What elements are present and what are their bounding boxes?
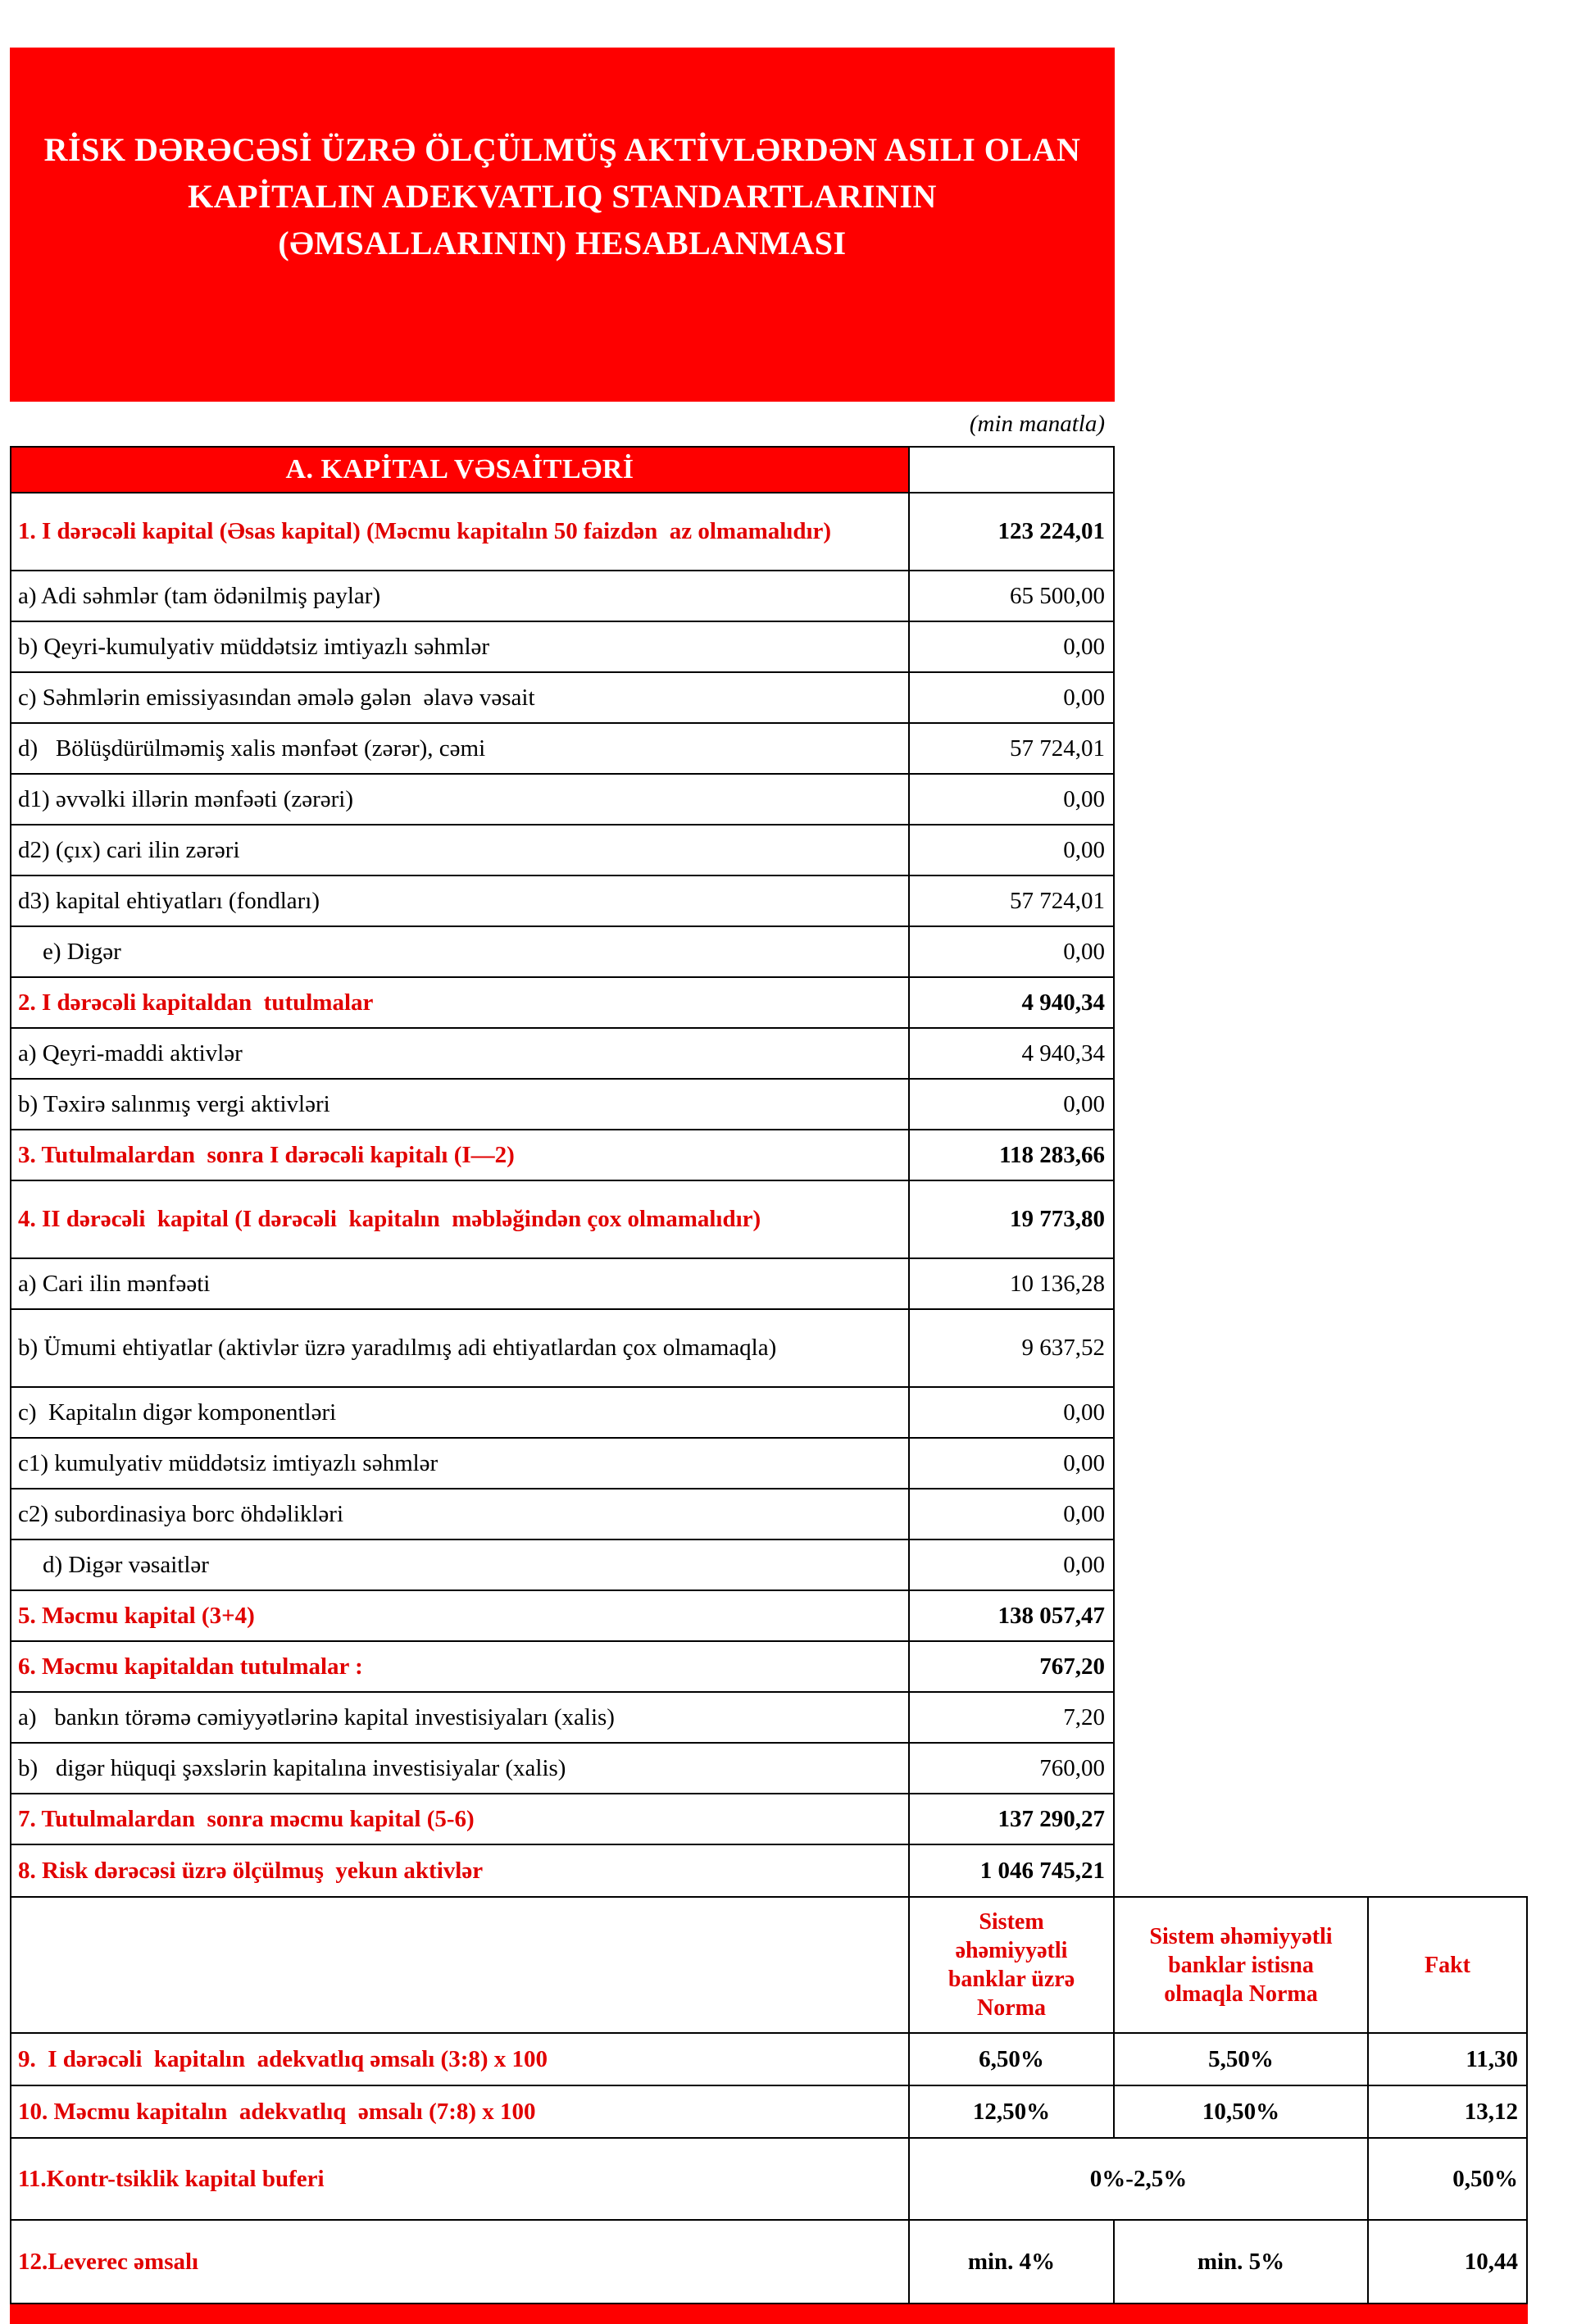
table-row bbox=[11, 622, 1113, 673]
ratio-fakt-value: 11,30 bbox=[1466, 2045, 1518, 2072]
row-label: c) Səhmlərin emissiyasından əmələ gələn əlavə vəsait bbox=[11, 673, 910, 722]
row-value: 767,20 bbox=[1039, 1653, 1105, 1680]
row-value: 57 724,01 bbox=[1010, 734, 1105, 762]
row-label: 6. Məcmu kapitaldan tutulmalar : bbox=[11, 1642, 910, 1691]
row-label: d3) kapital ehtiyatları (fondları) bbox=[11, 876, 910, 926]
table-row bbox=[11, 1388, 1113, 1439]
row-label: a) bankın törəmə cəmiyyətlərinə kapital investisiyaları (xalis) bbox=[11, 1693, 910, 1742]
row-label: b) Qeyri-kumulyativ müddətsiz imtiyazlı səhmlər bbox=[11, 622, 910, 671]
table-row bbox=[11, 571, 1113, 622]
row-value: 57 724,01 bbox=[1010, 887, 1105, 914]
row-value: 0,00 bbox=[1063, 1500, 1105, 1527]
row-label: 7. Tutulmalardan sonra məcmu kapital (5-6) bbox=[11, 1794, 910, 1844]
ratio-row-label: 11.Kontr-tsiklik kapital buferi bbox=[11, 2139, 910, 2219]
row-label: c1) kumulyativ müddətsiz imtiyazlı səhmlər bbox=[11, 1439, 910, 1488]
table-row bbox=[11, 1489, 1113, 1540]
row-value: 0,00 bbox=[1063, 633, 1105, 660]
row-value: 1 046 745,21 bbox=[979, 1857, 1105, 1884]
row-label: d) Digər vəsaitlər bbox=[11, 1540, 910, 1590]
capital-table bbox=[10, 446, 1115, 1896]
unit-note: (min manatla) bbox=[969, 410, 1105, 437]
section-header-row bbox=[11, 448, 1113, 493]
row-value: 0,00 bbox=[1063, 938, 1105, 965]
page-title bbox=[10, 126, 1115, 266]
table-row bbox=[11, 1029, 1113, 1080]
ratio-table bbox=[10, 1896, 1528, 2304]
table-row bbox=[11, 1845, 1113, 1896]
table-row bbox=[11, 978, 1113, 1029]
ratio-header-fakt: Fakt bbox=[1425, 1952, 1470, 1978]
row-value: 123 224,01 bbox=[997, 518, 1105, 544]
row-value: 7,20 bbox=[1063, 1703, 1105, 1730]
row-value: 0,00 bbox=[1063, 1398, 1105, 1426]
table-row bbox=[11, 775, 1113, 825]
row-label: d1) əvvəlki illərin mənfəəti (zərəri) bbox=[11, 775, 910, 824]
row-value: 0,00 bbox=[1063, 785, 1105, 812]
ratio-fakt-value: 10,44 bbox=[1464, 2248, 1518, 2275]
row-label: 3. Tutulmalardan sonra I dərəcəli kapitalı (I—2) bbox=[11, 1130, 910, 1180]
row-value: 19 773,80 bbox=[1010, 1206, 1105, 1232]
row-label: b) Ümumi ehtiyatlar (aktivlər üzrə yaradılmış adi ehtiyatlardan çox olmamaqla) bbox=[11, 1310, 910, 1386]
ratio-header-norma-sistem: Sistem əhəmiyyətli banklar üzrə Norma bbox=[910, 1898, 1115, 2032]
row-value: 4 940,34 bbox=[1021, 989, 1105, 1016]
row-label: e) Digər bbox=[11, 927, 910, 976]
row-label: c) Kapitalın digər komponentləri bbox=[11, 1388, 910, 1437]
row-value: 9 637,52 bbox=[1021, 1335, 1105, 1361]
table-row bbox=[11, 673, 1113, 724]
table-row bbox=[11, 1591, 1113, 1642]
ratio-norma-merged-value: 0%-2,5% bbox=[910, 2139, 1369, 2219]
section-header: A. KAPİTAL VƏSAİTLƏRİ bbox=[11, 448, 910, 492]
banner-title-line: (ƏMSALLARININ) HESABLANMASI bbox=[278, 225, 847, 262]
unit-note-row bbox=[10, 402, 1115, 446]
ratio-norma-sistem-value: 6,50% bbox=[910, 2034, 1115, 2085]
row-label: a) Cari ilin mənfəəti bbox=[11, 1259, 910, 1308]
table-row bbox=[11, 1310, 1113, 1388]
row-value: 0,00 bbox=[1063, 1090, 1105, 1117]
row-label: d2) (çıx) cari ilin zərəri bbox=[11, 825, 910, 875]
table-row bbox=[11, 1130, 1113, 1181]
row-value: 0,00 bbox=[1063, 836, 1105, 863]
ratio-row-label: 12.Leverec əmsalı bbox=[11, 2221, 910, 2303]
table-row bbox=[11, 1439, 1113, 1489]
row-value: 10 136,28 bbox=[1010, 1270, 1105, 1297]
ratio-fakt-value: 13,12 bbox=[1464, 2098, 1518, 2125]
row-value: 118 283,66 bbox=[999, 1141, 1105, 1168]
banner-title-line: KAPİTALIN ADEKVATLIQ STANDARTLARININ bbox=[188, 178, 937, 215]
row-label: b) digər hüquqi şəxslərin kapitalına investisiyalar (xalis) bbox=[11, 1744, 910, 1793]
row-label: 2. I dərəcəli kapitaldan tutulmalar bbox=[11, 978, 910, 1027]
row-label: a) Qeyri-maddi aktivlər bbox=[11, 1029, 910, 1078]
row-label: 8. Risk dərəcəsi üzrə ölçülmuş yekun aktivlər bbox=[11, 1845, 910, 1896]
table-row bbox=[11, 1259, 1113, 1310]
section-header-spacer bbox=[910, 448, 1113, 492]
row-value: 137 290,27 bbox=[997, 1805, 1105, 1832]
table-row bbox=[11, 1794, 1113, 1845]
ratio-fakt-value: 0,50% bbox=[1452, 2165, 1518, 2192]
bottom-red-strip bbox=[10, 2304, 1528, 2324]
row-value: 138 057,47 bbox=[997, 1602, 1105, 1629]
row-value: 0,00 bbox=[1063, 684, 1105, 711]
ratio-norma-sistem-value: min. 4% bbox=[910, 2221, 1115, 2303]
ratio-norma-sistem-value: 12,50% bbox=[910, 2086, 1115, 2137]
title-banner bbox=[10, 48, 1115, 402]
row-label: 1. I dərəcəli kapital (Əsas kapital) (Məcmu kapitalın 50 faizdən az olmamalıdır) bbox=[11, 493, 910, 570]
table-row bbox=[11, 876, 1113, 927]
banner-title-line: RİSK DƏRƏCƏSİ ÜZRƏ ÖLÇÜLMÜŞ AKTİVLƏRDƏN ASILI OLAN bbox=[43, 131, 1081, 168]
row-label: d) Bölüşdürülməmiş xalis mənfəət (zərər), cəmi bbox=[11, 724, 910, 773]
ratio-row bbox=[11, 2086, 1526, 2139]
ratio-row bbox=[11, 2139, 1526, 2221]
ratio-header-row bbox=[11, 1898, 1526, 2034]
ratio-row bbox=[11, 2034, 1526, 2086]
row-label: a) Adi səhmlər (tam ödənilmiş paylar) bbox=[11, 571, 910, 621]
ratio-header-label-spacer bbox=[11, 1898, 910, 2032]
row-value: 0,00 bbox=[1063, 1551, 1105, 1578]
table-row bbox=[11, 1693, 1113, 1744]
table-row bbox=[11, 1181, 1113, 1259]
ratio-row-label: 9. I dərəcəli kapitalın adekvatlıq əmsalı (3:8) x 100 bbox=[11, 2034, 910, 2085]
row-value: 0,00 bbox=[1063, 1449, 1105, 1476]
ratio-norma-istisna-value: 10,50% bbox=[1115, 2086, 1369, 2137]
row-value: 4 940,34 bbox=[1021, 1039, 1105, 1066]
ratio-norma-istisna-value: min. 5% bbox=[1115, 2221, 1369, 2303]
ratio-norma-istisna-value: 5,50% bbox=[1115, 2034, 1369, 2085]
table-row bbox=[11, 724, 1113, 775]
row-label: b) Təxirə salınmış vergi aktivləri bbox=[11, 1080, 910, 1129]
table-row bbox=[11, 1642, 1113, 1693]
table-row bbox=[11, 825, 1113, 876]
row-value: 760,00 bbox=[1039, 1754, 1105, 1781]
row-label: c2) subordinasiya borc öhdəlikləri bbox=[11, 1489, 910, 1539]
table-row bbox=[11, 493, 1113, 571]
table-row bbox=[11, 927, 1113, 978]
document-content bbox=[10, 48, 1528, 2324]
row-value: 65 500,00 bbox=[1010, 582, 1105, 609]
ratio-header-norma-istisna: Sistem əhəmiyyətli banklar istisna olmaqla Norma bbox=[1115, 1898, 1369, 2032]
table-row bbox=[11, 1080, 1113, 1130]
ratio-row-label: 10. Məcmu kapitalın adekvatlıq əmsalı (7:8) x 100 bbox=[11, 2086, 910, 2137]
ratio-row bbox=[11, 2221, 1526, 2303]
table-row bbox=[11, 1540, 1113, 1591]
row-label: 5. Məcmu kapital (3+4) bbox=[11, 1591, 910, 1640]
table-row bbox=[11, 1744, 1113, 1794]
row-label: 4. II dərəcəli kapital (I dərəcəli kapitalın məbləğindən çox olmamalıdır) bbox=[11, 1181, 910, 1258]
